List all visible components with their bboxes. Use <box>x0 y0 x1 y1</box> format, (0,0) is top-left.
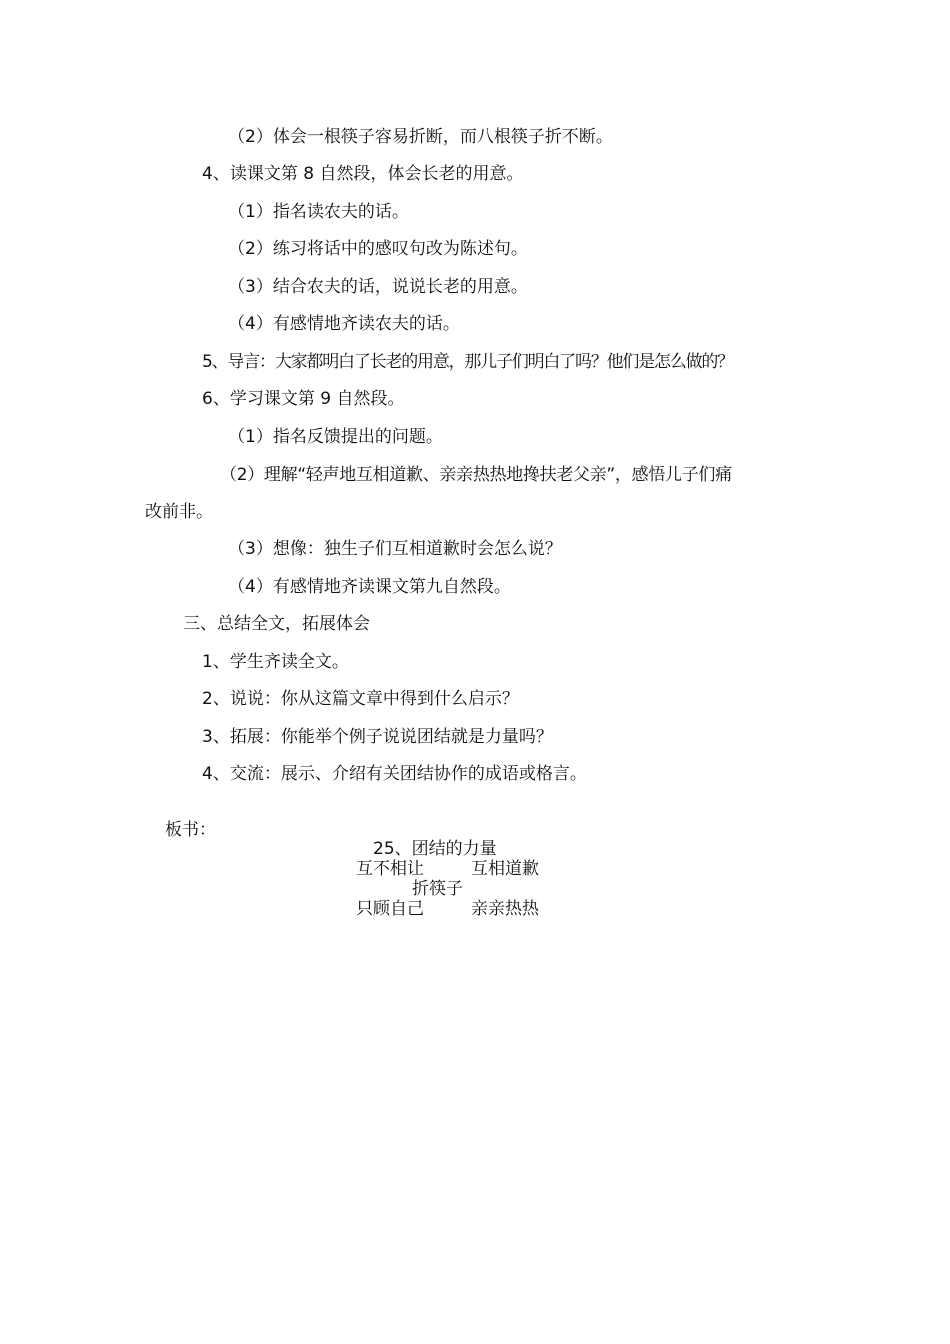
text-line: （2）理解“轻声地互相道歉、亲亲热热地搀扶老父亲”，感悟儿子们痛 <box>220 465 732 485</box>
text-line: （1）指名读农夫的话。 <box>228 202 409 222</box>
text-line: 改前非。 <box>145 502 213 522</box>
text-line: （1）指名反馈提出的问题。 <box>228 427 443 447</box>
text-line: 4、交流：展示、介绍有关团结协作的成语或格言。 <box>202 764 587 784</box>
board-center: 折筷子 <box>412 879 463 899</box>
section-heading: 三、总结全文，拓展体会 <box>183 614 370 634</box>
text-line: 1、学生齐读全文。 <box>202 652 349 672</box>
text-line: 6、学习课文第 9 自然段。 <box>202 389 405 409</box>
text-line: （2）练习将话中的感叹句改为陈述句。 <box>228 239 528 259</box>
text-line: 3、拓展：你能举个例子说说团结就是力量吗？ <box>202 727 553 747</box>
board-left-top: 互不相让 <box>356 859 424 879</box>
text-line: 2、说说：你从这篇文章中得到什么启示？ <box>202 689 519 709</box>
text-line: （3）想像：独生子们互相道歉时会怎么说？ <box>228 539 562 559</box>
text-line: 5、导言：大家都明白了长老的用意，那儿子们明白了吗？他们是怎么做的？ <box>202 352 734 372</box>
board-title: 25、团结的力量 <box>373 839 497 859</box>
text-line: （3）结合农夫的话，说说长老的用意。 <box>228 277 528 297</box>
text-line: （4）有感情地齐读课文第九自然段。 <box>228 577 511 597</box>
text-line: （4）有感情地齐读农夫的话。 <box>228 314 460 334</box>
board-right-top: 互相道歉 <box>471 859 539 879</box>
board-label: 板书： <box>165 820 216 840</box>
text-line: 4、读课文第 8 自然段，体会长老的用意。 <box>202 164 524 184</box>
board-right-bottom: 亲亲热热 <box>471 899 539 919</box>
text-line: （2）体会一根筷子容易折断，而八根筷子折不断。 <box>228 127 613 147</box>
board-left-bottom: 只顾自己 <box>356 899 424 919</box>
